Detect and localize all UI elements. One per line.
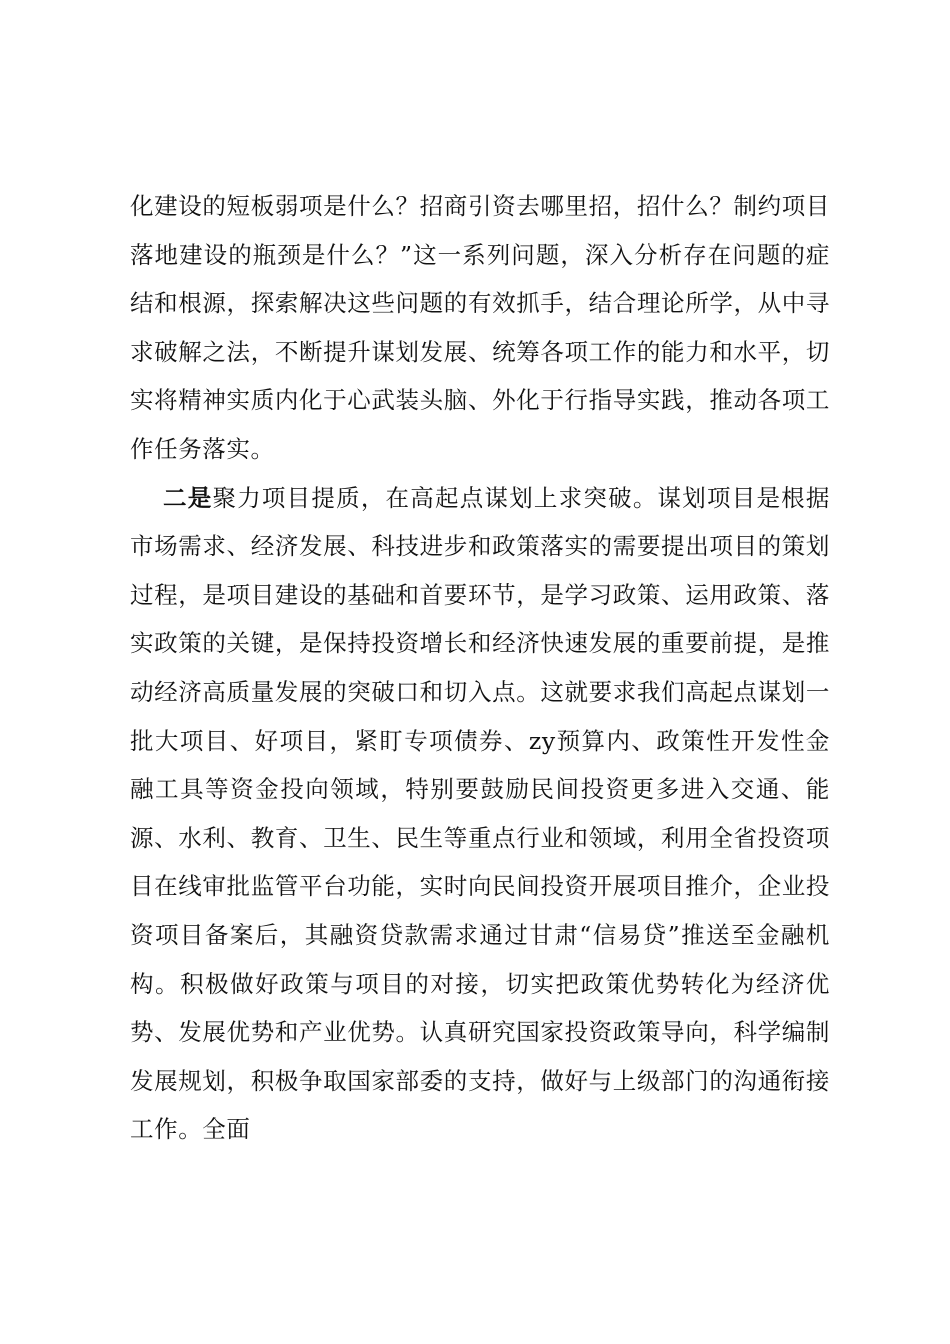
paragraph-text: 化建设的短板弱项是什么？招商引资去哪里招，招什么？制约项目落地建设的瓶颈是什么？”这一系列问题，深入分析存在问题的症结和根源，探索解决这些问题的有效抓手，结合理论所学，从中寻求破解之法，不断提升谋划发展、统筹各项工作的能力和水平，切实将精神实质内化于心武装头脑、外化于行指导实践，推动各项工作任务落实。 (130, 192, 830, 463)
paragraph-lead: 二是 (163, 483, 213, 512)
paragraph-continuation (130, 182, 830, 474)
paragraph-text: 聚力项目提质，在高起点谋划上求突破。谋划项目是根据市场需求、经济发展、科技进步和政策落实的需要提出项目的策划过程，是项目建设的基础和首要环节，是学习政策、运用政策、落实政策的关键，是保持投资增长和经济快速发展的重要前提，是推动经济高质量发展的突破口和切入点。这就要求我们高起点谋划一批大项目、好项目，紧盯专项债券、zy预算内、政策性开发性金融工具等资金投向领域，特别要鼓励民间投资更多进入交通、能源、水利、教育、卫生、民生等重点行业和领域，利用全省投资项目在线审批监管平台功能，实时向民间投资开展项目推介，企业投资项目备案后，其融资贷款需求通过甘肃“信易贷”推送至金融机构。积极做好政策与项目的对接，切实把政策优势转化为经济优势、发展优势和产业优势。认真研究国家投资政策导向，科学编制发展规划，积极争取国家部委的支持，做好与上级部门的沟通衔接工作。全面 (130, 483, 831, 1144)
document-body (130, 182, 830, 1154)
paragraph-point-two (130, 474, 830, 1154)
